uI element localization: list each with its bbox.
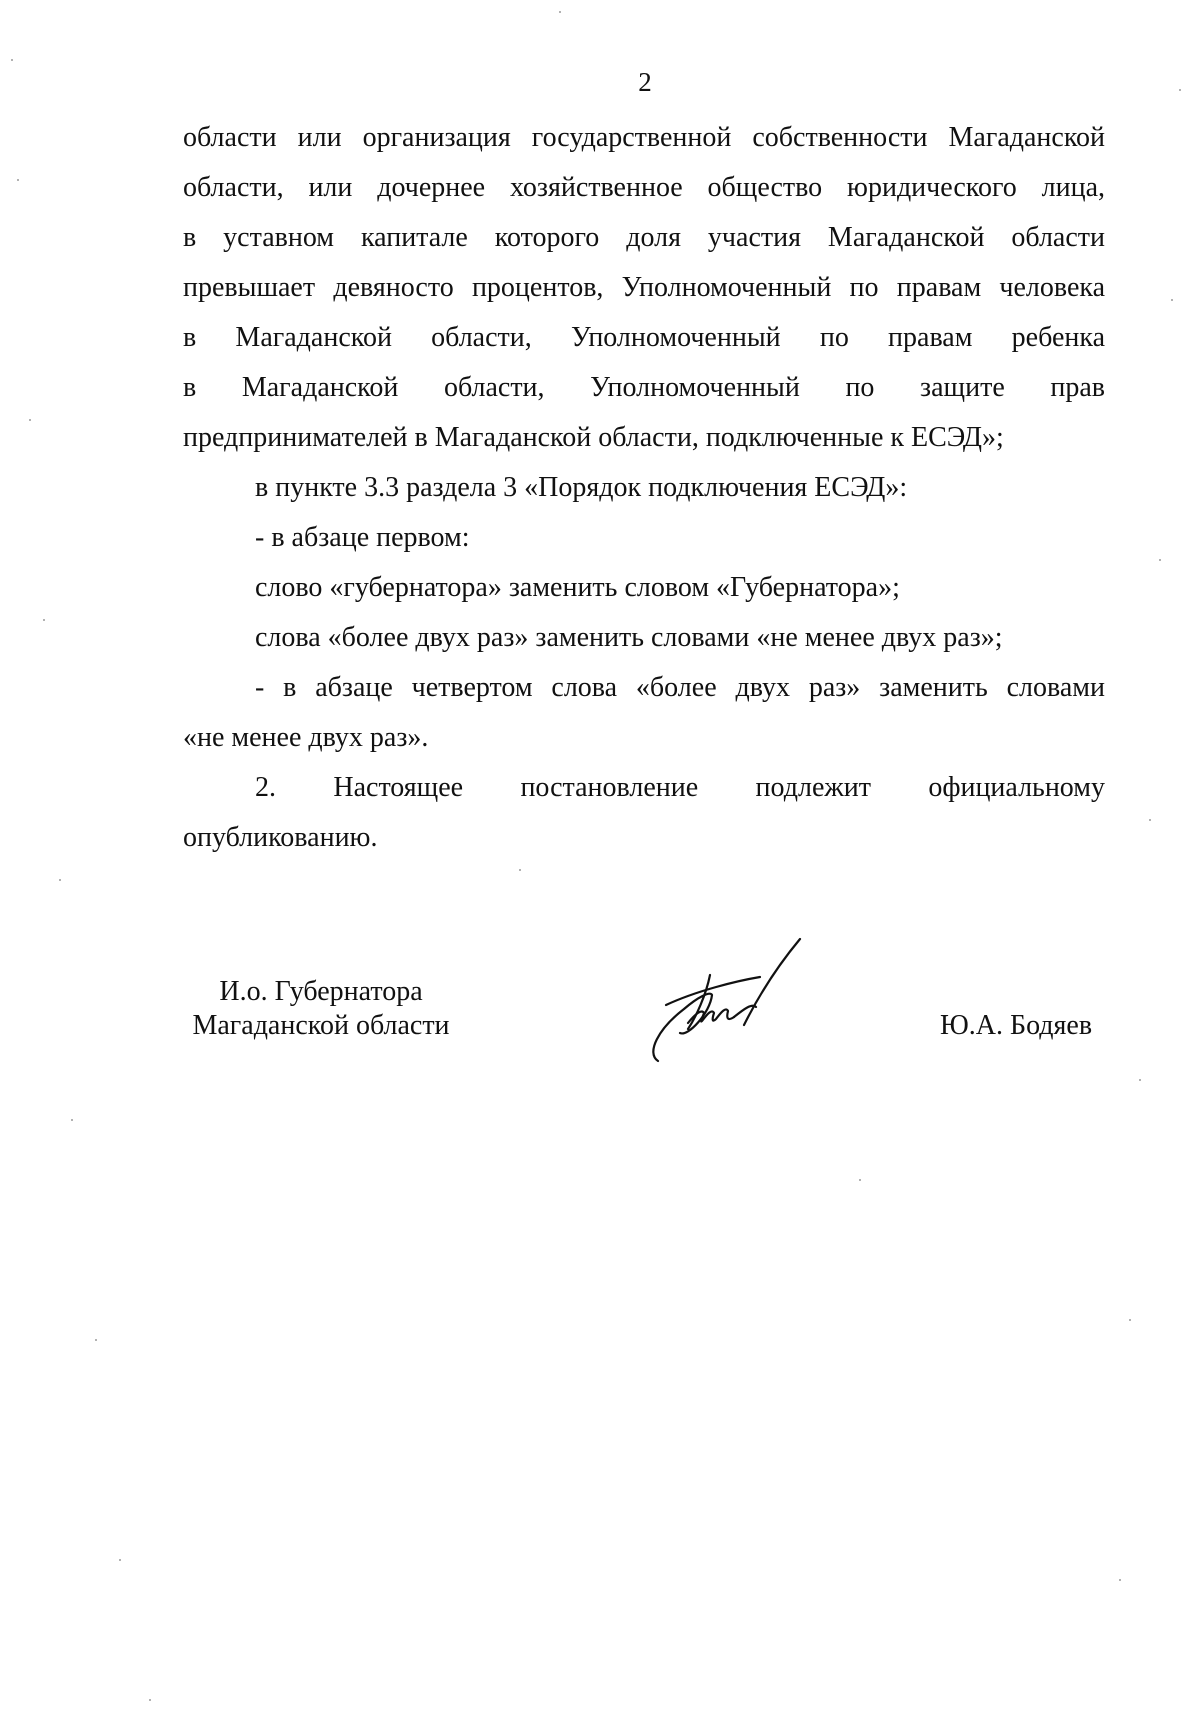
text-line: - в абзаце четвертом слова «более двух раз» заменить словами [255,672,1105,703]
text-line: в уставном капитале которого доля участия Магаданской области [183,222,1105,253]
text-line: предпринимателей в Магаданской области, подключенные к ЕСЭД»; [183,422,1004,453]
text-line: области, или дочернее хозяйственное общество юридического лица, [183,172,1105,203]
document-body [183,113,1105,863]
text-line: области или организация государственной собственности Магаданской [183,122,1105,153]
text-line: в Магаданской области, Уполномоченный по защите прав [183,372,1105,403]
text-line: слова «более двух раз» заменить словами «не менее двух раз»; [255,622,1003,653]
signature-block [0,975,1200,1105]
text-line: «не менее двух раз». [183,722,429,753]
text-line: в пункте 3.3 раздела 3 «Порядок подключения ЕСЭД»: [255,472,908,503]
text-line: 2. Настоящее постановление подлежит официальному [255,772,1105,803]
handwritten-signature [640,933,840,1073]
text-line: опубликованию. [183,822,378,853]
signatory-title-line-1: И.о. Губернатора [219,976,423,1007]
text-line: слово «губернатора» заменить словом «Губернатора»; [255,572,900,603]
text-line: в Магаданской области, Уполномоченный по правам ребенка [183,322,1105,353]
text-line: - в абзаце первом: [255,522,470,553]
signatory-title [186,975,456,1043]
signatory-title-line-2: Магаданской области [192,1010,450,1041]
text-line: превышает девяносто процентов, Уполномоченный по правам человека [183,272,1105,303]
page-number: 2 [638,67,652,97]
signatory-name: Ю.А. Бодяев [940,1010,1093,1041]
